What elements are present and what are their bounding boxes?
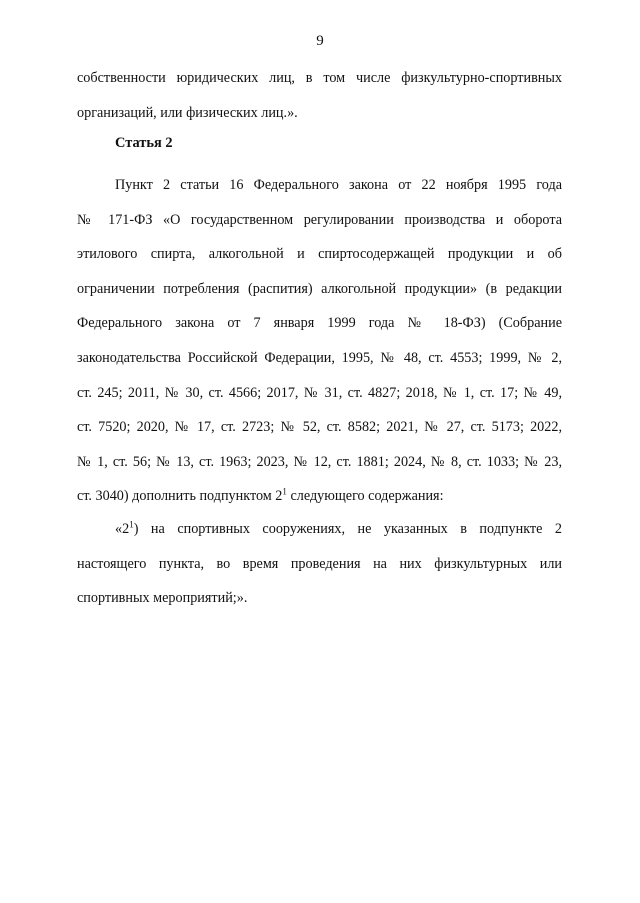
text-line: собственности юридических лиц, в том числе физкультурно-спортивных — [77, 70, 562, 86]
superscript: 1 — [282, 486, 287, 497]
text-line: законодательства Российской Федерации, 1995, № 48, ст. 4553; 1999, № 2, — [77, 349, 562, 366]
page-number: 9 — [316, 33, 324, 49]
continuation-text — [77, 61, 562, 130]
quoted-subclause — [77, 512, 562, 616]
text-line: № 1, ст. 56; № 13, ст. 1963; 2023, № 12, ст. 1881; 2024, № 8, ст. 1033; № 23, — [77, 453, 562, 470]
quote-open: «2 — [115, 521, 130, 537]
article-paragraph — [77, 168, 562, 514]
text-line: организаций, или физических лиц.». — [77, 104, 298, 121]
quote-first-line — [77, 512, 562, 547]
superscript: 1 — [129, 519, 134, 530]
text-line: Федерального закона от 7 января 1999 года № 18-ФЗ) (Собрание — [77, 315, 562, 332]
text-line: ст. 7520; 2020, № 17, ст. 2723; № 52, ст. 8582; 2021, № 27, ст. 5173; 2022, — [77, 419, 562, 436]
text-line: ст. 245; 2011, № 30, ст. 4566; 2017, № 31, ст. 4827; 2018, № 1, ст. 17; № 49, — [77, 384, 562, 401]
text-line: настоящего пункта, во время проведения на них физкультурных или — [77, 555, 562, 572]
quote-first-rest: ) на спортивных сооружениях, не указанных в подпункте 2 — [133, 521, 562, 537]
article-heading: Статья 2 — [115, 135, 173, 151]
last-line-rest: следующего содержания: — [286, 488, 444, 505]
text-line: ограничении потребления (распития) алкогольной продукции» (в редакции — [77, 280, 562, 297]
last-line-text: ст. 3040) дополнить подпунктом 2 — [77, 488, 283, 505]
text-line: № 171-ФЗ «О государственном регулировании производства и оборота — [77, 211, 562, 228]
text-line: Пункт 2 статьи 16 Федерального закона от 22 ноября 1995 года — [115, 177, 562, 193]
text-line: этилового спирта, алкогольной и спиртосодержащей продукции и об — [77, 246, 562, 263]
text-line: спортивных мероприятий;». — [77, 590, 248, 607]
text-line-last — [77, 479, 562, 514]
